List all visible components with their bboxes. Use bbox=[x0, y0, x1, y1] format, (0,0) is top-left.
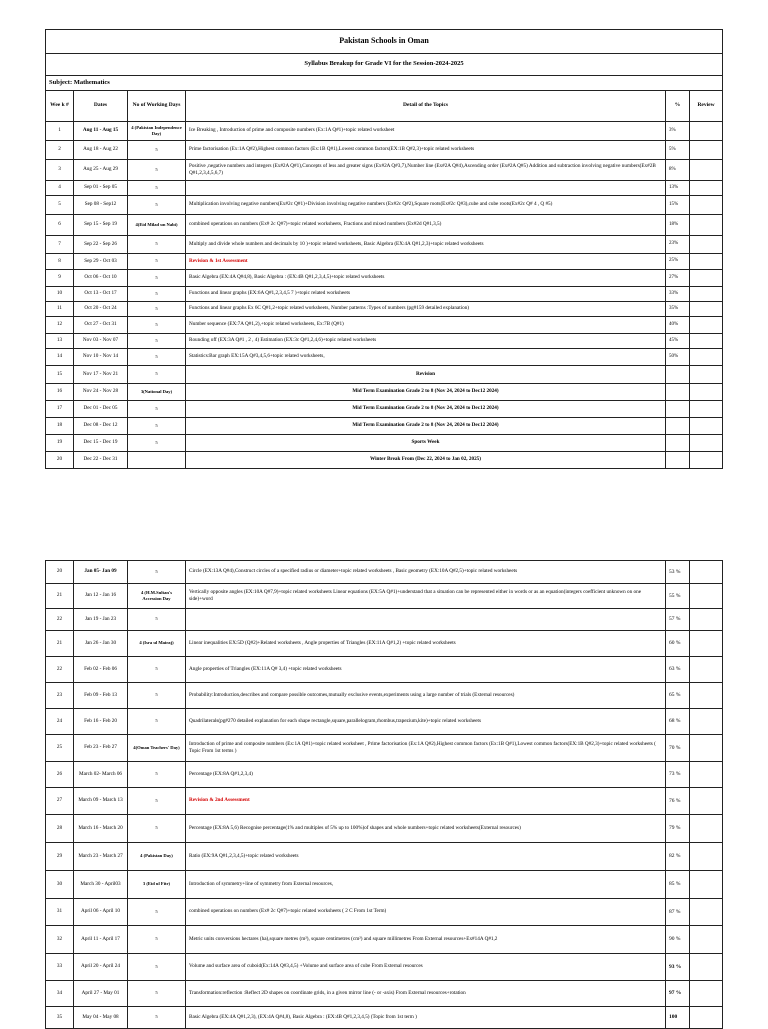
table-row bbox=[46, 196, 723, 215]
week-number: 17 bbox=[46, 401, 74, 418]
working-days: 4 (Isra ul Mairaj) bbox=[128, 631, 186, 657]
working-days: 5 bbox=[128, 709, 186, 735]
table-row bbox=[46, 317, 723, 334]
week-dates: Feb 16 - Feb 20 bbox=[74, 709, 128, 735]
working-days: 5 bbox=[128, 954, 186, 981]
percent-value: 100 bbox=[666, 1007, 690, 1029]
review-cell bbox=[690, 452, 723, 469]
week-dates: March 02- March 06 bbox=[74, 762, 128, 788]
table-row bbox=[46, 631, 723, 657]
working-days: 5 bbox=[128, 181, 186, 196]
percent-value: 70 % bbox=[666, 735, 690, 762]
topic-detail: Probability:Introduction,describes and compare possible outcomes,mutually exclusive events,experiments using a large number of trials (External resources) bbox=[186, 683, 666, 709]
week-number: 28 bbox=[46, 815, 74, 843]
table-row bbox=[46, 122, 723, 141]
week-number: 19 bbox=[46, 435, 74, 452]
week-number: 22 bbox=[46, 609, 74, 631]
week-number: 23 bbox=[46, 683, 74, 709]
table-row bbox=[46, 954, 723, 981]
topic-detail: Basic Algebra (EX:4A Q#4,8), Basic Algebra : (EX:4B Q#1,2,3,4,5)+topic related worksheets bbox=[186, 270, 666, 287]
week-number: 7 bbox=[46, 236, 74, 254]
topic-detail bbox=[186, 181, 666, 196]
table-row bbox=[46, 181, 723, 196]
week-number: 2 bbox=[46, 141, 74, 160]
working-days: 5 bbox=[128, 899, 186, 926]
review-cell bbox=[690, 401, 723, 418]
table-row bbox=[46, 762, 723, 788]
working-days: 5 bbox=[128, 926, 186, 954]
week-dates: Dec 22 - Dec 31 bbox=[74, 452, 128, 469]
percent-value: 40% bbox=[666, 317, 690, 334]
working-days: 5 bbox=[128, 683, 186, 709]
percent-value bbox=[666, 452, 690, 469]
working-days: 5 bbox=[128, 815, 186, 843]
percent-value: 23% bbox=[666, 236, 690, 254]
review-cell bbox=[690, 270, 723, 287]
table-row bbox=[46, 366, 723, 384]
review-cell bbox=[690, 302, 723, 317]
topic-detail: Revision & 1st Assessment bbox=[186, 254, 666, 270]
working-days: 5 bbox=[128, 657, 186, 683]
review-cell bbox=[690, 181, 723, 196]
week-number: 13 bbox=[46, 334, 74, 349]
week-dates: Jan 26 - Jan 30 bbox=[74, 631, 128, 657]
review-cell bbox=[690, 160, 723, 181]
week-dates: Feb 09 - Feb 13 bbox=[74, 683, 128, 709]
week-dates: Jan 05- Jan 09 bbox=[74, 561, 128, 584]
working-days: 4(Eid Milad un Nabi) bbox=[128, 215, 186, 236]
table-row bbox=[46, 584, 723, 609]
topic-detail: Quadrilaterals(pg#270 detailed explanation for each shape rectangle,square,parallelogram,rhombus,trapezium,kite)+topic related worksheets bbox=[186, 709, 666, 735]
percent-value bbox=[666, 366, 690, 384]
topic-detail: Vertically opposite angles (EX:10A Q#7,9)+topic related worksheets Linear equations (EX:5A Q#1)+understand that a situation can be represented either in words or as an equation(integers coefficient unknown on one side)+word bbox=[186, 584, 666, 609]
week-dates: March 09 - March 13 bbox=[74, 788, 128, 815]
percent-value: 3% bbox=[666, 122, 690, 141]
topic-detail: Volume and surface area of cuboid(Ex:14A Q#3,4,5) +Volume and surface area of cube From External resources bbox=[186, 954, 666, 981]
week-dates: April 06 - April 10 bbox=[74, 899, 128, 926]
review-cell bbox=[690, 762, 723, 788]
percent-value: 35% bbox=[666, 302, 690, 317]
review-cell bbox=[690, 584, 723, 609]
working-days: 5 bbox=[128, 435, 186, 452]
topic-detail: Positive ,negative numbers and integers (Ex#2A Q#1),Concepts of less and greater signs (Ex#2A Q#3,7),Number line (Ex#2A Q#4),Ascending order (Ex#2A Q#5) Addition and subtraction involving negative numbers(Ex#2B Q#1,2,3,4,5,6,7) bbox=[186, 160, 666, 181]
table-row bbox=[46, 302, 723, 317]
week-dates: Oct 13 - Oct 17 bbox=[74, 287, 128, 302]
week-dates: Nov 03 - Nov 07 bbox=[74, 334, 128, 349]
header-dates: Dates bbox=[74, 91, 128, 122]
header-working-days: No of Working Days bbox=[128, 91, 186, 122]
topic-detail: Metric units conversions hectares (ha),square metres (m²), square centimetres (cm²) and square millimetres From External resources+Ex#14A Q#1,2 bbox=[186, 926, 666, 954]
week-dates: Aug 25 - Aug 29 bbox=[74, 160, 128, 181]
week-number: 33 bbox=[46, 954, 74, 981]
table-row bbox=[46, 401, 723, 418]
topic-detail: Ratio (EX:9A Q#1,2,3,4,5)+topic related worksheets bbox=[186, 843, 666, 871]
week-dates: Nov 10 - Nov 14 bbox=[74, 349, 128, 366]
topic-detail: Introduction of symmetry+line of symmetry from External resources, bbox=[186, 871, 666, 899]
working-days: 5 bbox=[128, 609, 186, 631]
review-cell bbox=[690, 418, 723, 435]
week-number: 35 bbox=[46, 1007, 74, 1029]
topic-detail: Transformation:reflection :Reflect 2D shapes on coordinate grids, in a given mirror line (- or -axis) From External resources+rotation bbox=[186, 981, 666, 1007]
percent-value: 27% bbox=[666, 270, 690, 287]
review-cell bbox=[690, 215, 723, 236]
percent-value: 33% bbox=[666, 287, 690, 302]
review-cell bbox=[690, 788, 723, 815]
working-days: 5 bbox=[128, 349, 186, 366]
week-number: 26 bbox=[46, 762, 74, 788]
header-row bbox=[46, 91, 723, 122]
week-dates: Oct 20 - Oct 24 bbox=[74, 302, 128, 317]
topic-detail: Multiplication involving negative numbers(Ex#2c Q#1)+Division involving negative numbers (Ex#2c Q#2),Square roots(Ex#2c Q#3),cube and cube roots(Ex#2c Q# 4 , Q #5) bbox=[186, 196, 666, 215]
week-number: 12 bbox=[46, 317, 74, 334]
topic-detail: Number sequence (EX:7A Q#1,2),+topic related worksheets, Ex:7B (Q#1) bbox=[186, 317, 666, 334]
table-row bbox=[46, 815, 723, 843]
week-number: 29 bbox=[46, 843, 74, 871]
working-days: 5 bbox=[128, 418, 186, 435]
percent-value: 18% bbox=[666, 215, 690, 236]
working-days: 5 bbox=[128, 1007, 186, 1029]
week-number: 20 bbox=[46, 452, 74, 469]
percent-value: 68 % bbox=[666, 709, 690, 735]
topic-detail: Circle (EX:13A Q#4),Construct circles of a specified radius or diameter+topic related worksheets , Basic geometry (EX:10A Q#2,5)+topic related worksheets bbox=[186, 561, 666, 584]
week-dates: April 11 - April 17 bbox=[74, 926, 128, 954]
table-row bbox=[46, 141, 723, 160]
table-row bbox=[46, 899, 723, 926]
working-days: 5 bbox=[128, 302, 186, 317]
table-row bbox=[46, 254, 723, 270]
week-number: 15 bbox=[46, 366, 74, 384]
week-number: 32 bbox=[46, 926, 74, 954]
header-week: Wee k # bbox=[46, 91, 74, 122]
week-dates: May 04 - May 08 bbox=[74, 1007, 128, 1029]
percent-value: 63 % bbox=[666, 657, 690, 683]
topic-detail: Ice Breaking , Introduction of prime and composite numbers (Ex:1A Q#1)+topic related worksheet bbox=[186, 122, 666, 141]
table-row bbox=[46, 349, 723, 366]
topic-detail: Mid Term Examination Grade 2 to 8 (Nov 24, 2024 to Dec12 2024) bbox=[186, 401, 666, 418]
syllabus-table-term1 bbox=[45, 29, 723, 469]
working-days: 5 bbox=[128, 981, 186, 1007]
percent-value: 15% bbox=[666, 196, 690, 215]
week-number: 21 bbox=[46, 584, 74, 609]
working-days: 4 (H.M.Sultan's Accession Day bbox=[128, 584, 186, 609]
syllabus-title: Syllabus Breakup for Grade VI for the Session-2024-2025 bbox=[46, 54, 723, 76]
week-dates: Feb 02 - Feb 06 bbox=[74, 657, 128, 683]
week-dates: Sep 29 - Oct 03 bbox=[74, 254, 128, 270]
review-cell bbox=[690, 196, 723, 215]
topic-detail: Functions and linear graphs Ex 6C Q#1,2+topic related worksheets, Number patterns :Types of numbers (pg#159 detailed explanation) bbox=[186, 302, 666, 317]
working-days: 5 bbox=[128, 254, 186, 270]
week-dates: Dec 01 - Dec 05 bbox=[74, 401, 128, 418]
week-number: 21 bbox=[46, 631, 74, 657]
week-number: 1 bbox=[46, 122, 74, 141]
review-cell bbox=[690, 631, 723, 657]
week-dates: Feb 23 - Feb 27 bbox=[74, 735, 128, 762]
topic-detail bbox=[186, 609, 666, 631]
week-dates: April 20 - April 24 bbox=[74, 954, 128, 981]
week-dates: Aug 18 - Aug 22 bbox=[74, 141, 128, 160]
working-days: 4(Oman Teachers' Day) bbox=[128, 735, 186, 762]
topic-detail: Winter Break From (Dec 22, 2024 to Jan 02, 2025) bbox=[186, 452, 666, 469]
week-number: 25 bbox=[46, 735, 74, 762]
percent-value: 5% bbox=[666, 141, 690, 160]
review-cell bbox=[690, 122, 723, 141]
percent-value: 45% bbox=[666, 334, 690, 349]
review-cell bbox=[690, 815, 723, 843]
review-cell bbox=[690, 435, 723, 452]
week-number: 30 bbox=[46, 871, 74, 899]
percent-value bbox=[666, 384, 690, 401]
week-dates: Sep 22 - Sep 26 bbox=[74, 236, 128, 254]
week-number: 34 bbox=[46, 981, 74, 1007]
review-cell bbox=[690, 317, 723, 334]
week-number: 22 bbox=[46, 657, 74, 683]
working-days: 4 (Pakistan Independence Day) bbox=[128, 122, 186, 141]
week-number: 14 bbox=[46, 349, 74, 366]
percent-value: 87 % bbox=[666, 899, 690, 926]
topic-detail: Rounding off (EX:3A Q#1 , 2 , 4) Estimation (EX:3c Q#1,2,4,6)+topic related worksheets bbox=[186, 334, 666, 349]
week-number: 8 bbox=[46, 254, 74, 270]
table-row bbox=[46, 709, 723, 735]
table-row bbox=[46, 215, 723, 236]
review-cell bbox=[690, 561, 723, 584]
review-cell bbox=[690, 657, 723, 683]
percent-value: 25% bbox=[666, 254, 690, 270]
working-days: 5 bbox=[128, 287, 186, 302]
table-row bbox=[46, 561, 723, 584]
week-dates: Dec 08 - Dec 12 bbox=[74, 418, 128, 435]
topic-detail: Percentage (EX:8A Q#1,2,3,4) bbox=[186, 762, 666, 788]
working-days: 5 bbox=[128, 366, 186, 384]
percent-value bbox=[666, 401, 690, 418]
review-cell bbox=[690, 254, 723, 270]
percent-value: 8% bbox=[666, 160, 690, 181]
table-row bbox=[46, 683, 723, 709]
percent-value bbox=[666, 418, 690, 435]
percent-value: 55 % bbox=[666, 584, 690, 609]
review-cell bbox=[690, 981, 723, 1007]
school-name: Pakistan Schools in Oman bbox=[46, 30, 723, 54]
working-days: 5 bbox=[128, 788, 186, 815]
working-days: 5 bbox=[128, 141, 186, 160]
week-number: 3 bbox=[46, 160, 74, 181]
review-cell bbox=[690, 735, 723, 762]
review-cell bbox=[690, 349, 723, 366]
table-row bbox=[46, 435, 723, 452]
review-cell bbox=[690, 954, 723, 981]
table-row bbox=[46, 1007, 723, 1029]
topic-detail: Angle properties of Triangles (EX:11A Q# 3,4) +topic related worksheets bbox=[186, 657, 666, 683]
topic-detail: Linear inequalities EX:5D (Q#2)+Related worksheets , Angle properties of Triangles (EX:11A Q#1,2) +topic related worksheets bbox=[186, 631, 666, 657]
syllabus-table-term2 bbox=[45, 560, 723, 1029]
table-row bbox=[46, 384, 723, 401]
topic-detail: combined operations on numbers (Ex# 2c Q#7)+topic related worksheets, Fractions and mixed numbers (Ex#2d Q#1,3,5) bbox=[186, 215, 666, 236]
table-row bbox=[46, 657, 723, 683]
review-cell bbox=[690, 843, 723, 871]
percent-value: 82 % bbox=[666, 843, 690, 871]
working-days: 5 bbox=[128, 334, 186, 349]
table-row bbox=[46, 418, 723, 435]
topic-detail: Revision bbox=[186, 366, 666, 384]
working-days: 5 bbox=[128, 317, 186, 334]
table-row bbox=[46, 926, 723, 954]
week-dates: Nov 24 - Nov 28 bbox=[74, 384, 128, 401]
review-cell bbox=[690, 899, 723, 926]
review-cell bbox=[690, 141, 723, 160]
table-row bbox=[46, 609, 723, 631]
week-dates: Oct 06 - Oct 10 bbox=[74, 270, 128, 287]
week-number: 20 bbox=[46, 561, 74, 584]
week-number: 24 bbox=[46, 709, 74, 735]
review-cell bbox=[690, 683, 723, 709]
week-number: 9 bbox=[46, 270, 74, 287]
percent-value: 73 % bbox=[666, 762, 690, 788]
topic-detail: Basic Algebra (EX:4A Q#1,2,3), (EX:4A Q#4,8), Basic Algebra : (EX:4B Q#1,2,3,4,5) (Topic from 1st term ) bbox=[186, 1007, 666, 1029]
review-cell bbox=[690, 384, 723, 401]
table-row bbox=[46, 160, 723, 181]
topic-detail: combined operations on numbers (Ex# 2c Q#7)+topic related worksheets ( 2 C From 1st Term) bbox=[186, 899, 666, 926]
percent-value: 76 % bbox=[666, 788, 690, 815]
working-days: 5 bbox=[128, 270, 186, 287]
week-dates: Oct 27 - Oct 31 bbox=[74, 317, 128, 334]
week-dates: Sep 08 - Sep12 bbox=[74, 196, 128, 215]
week-number: 16 bbox=[46, 384, 74, 401]
percent-value: 50% bbox=[666, 349, 690, 366]
week-number: 11 bbox=[46, 302, 74, 317]
review-cell bbox=[690, 366, 723, 384]
table-row bbox=[46, 843, 723, 871]
percent-value bbox=[666, 435, 690, 452]
header-detail: Detail of the Topics bbox=[186, 91, 666, 122]
review-cell bbox=[690, 709, 723, 735]
review-cell bbox=[690, 1007, 723, 1029]
topic-detail: Percentage (EX:8A 5,6) Recognise percentage(1% and multiples of 5% up to 100%)of shapes and whole numbers+topic related worksheets(External resources) bbox=[186, 815, 666, 843]
table-row bbox=[46, 981, 723, 1007]
week-dates: March 16 - March 20 bbox=[74, 815, 128, 843]
week-dates: March 23 - March 27 bbox=[74, 843, 128, 871]
week-dates: April 27 - May 01 bbox=[74, 981, 128, 1007]
working-days: 5 bbox=[128, 160, 186, 181]
subject-label: Subject: Mathematics bbox=[46, 76, 723, 91]
working-days: 5 bbox=[128, 561, 186, 584]
table-row bbox=[46, 788, 723, 815]
working-days: 5 bbox=[128, 762, 186, 788]
working-days: 5 bbox=[128, 401, 186, 418]
table-row bbox=[46, 270, 723, 287]
week-number: 6 bbox=[46, 215, 74, 236]
table-row bbox=[46, 287, 723, 302]
table-row bbox=[46, 735, 723, 762]
working-days bbox=[128, 452, 186, 469]
working-days: 5 bbox=[128, 236, 186, 254]
topic-detail: Sports Week bbox=[186, 435, 666, 452]
week-dates: Nov 17 - Nov 21 bbox=[74, 366, 128, 384]
review-cell bbox=[690, 871, 723, 899]
topic-detail: Introduction of prime and composite numbers (Ex:1A Q#1)+topic related worksheet , Prime factorisation (Ex:1A Q#2),Highest common factors (Ex:1B Q#1),Lowest common factors(EX:1B Q#2,3)+topic related worksheets ( Topic From 1st terms ) bbox=[186, 735, 666, 762]
working-days: 3(National Day) bbox=[128, 384, 186, 401]
percent-value: 13% bbox=[666, 181, 690, 196]
percent-value: 85 % bbox=[666, 871, 690, 899]
week-number: 10 bbox=[46, 287, 74, 302]
topic-detail: Mid Term Examination Grade 2 to 8 (Nov 24, 2024 to Dec12 2024) bbox=[186, 418, 666, 435]
review-cell bbox=[690, 287, 723, 302]
review-cell bbox=[690, 334, 723, 349]
week-number: 27 bbox=[46, 788, 74, 815]
percent-value: 57 % bbox=[666, 609, 690, 631]
week-dates: Aug 11 - Aug 15 bbox=[74, 122, 128, 141]
percent-value: 90 % bbox=[666, 926, 690, 954]
percent-value: 93 % bbox=[666, 954, 690, 981]
header-percent: % bbox=[666, 91, 690, 122]
percent-value: 65 % bbox=[666, 683, 690, 709]
week-number: 18 bbox=[46, 418, 74, 435]
working-days: 3 (Eid ul Fitr) bbox=[128, 871, 186, 899]
topic-detail: Mid Term Examination Grade 2 to 8 (Nov 24, 2024 to Dec12 2024) bbox=[186, 384, 666, 401]
header-review: Review bbox=[690, 91, 723, 122]
week-dates: Sep 15 - Sep 19 bbox=[74, 215, 128, 236]
week-dates: March 30 - April03 bbox=[74, 871, 128, 899]
table-row bbox=[46, 236, 723, 254]
week-dates: Sep 01 - Sep 05 bbox=[74, 181, 128, 196]
percent-value: 97 % bbox=[666, 981, 690, 1007]
table-row bbox=[46, 334, 723, 349]
review-cell bbox=[690, 236, 723, 254]
working-days: 5 bbox=[128, 196, 186, 215]
week-number: 5 bbox=[46, 196, 74, 215]
week-dates: Jan 12 - Jan 16 bbox=[74, 584, 128, 609]
review-cell bbox=[690, 926, 723, 954]
week-dates: Jan 19 - Jan 23 bbox=[74, 609, 128, 631]
percent-value: 53 % bbox=[666, 561, 690, 584]
topic-detail: Multiply and divide whole numbers and decimals by 10 )+topic related worksheets, Basic Algebra (EX:4A Q#1,2,3)+topic related worksheets bbox=[186, 236, 666, 254]
week-number: 31 bbox=[46, 899, 74, 926]
week-number: 4 bbox=[46, 181, 74, 196]
table-row bbox=[46, 871, 723, 899]
topic-detail: Statistics:Bar graph EX:15A Q#3,4,5,6+topic related worksheets, bbox=[186, 349, 666, 366]
percent-value: 79 % bbox=[666, 815, 690, 843]
working-days: 4 (Pakistan Day) bbox=[128, 843, 186, 871]
percent-value: 60 % bbox=[666, 631, 690, 657]
week-dates: Dec 15 - Dec 19 bbox=[74, 435, 128, 452]
topic-detail: Prime factorisation (Ex:1A Q#2),Highest common factors (Ex:1B Q#1),Lowest common factors(EX:1B Q#2,3)+topic related worksheets bbox=[186, 141, 666, 160]
topic-detail: Revision & 2nd Assessment bbox=[186, 788, 666, 815]
review-cell bbox=[690, 609, 723, 631]
topic-detail: Functions and linear graphs (EX:6A Q#1,2,3,4,5 7 )+topic related worksheets bbox=[186, 287, 666, 302]
table-row bbox=[46, 452, 723, 469]
